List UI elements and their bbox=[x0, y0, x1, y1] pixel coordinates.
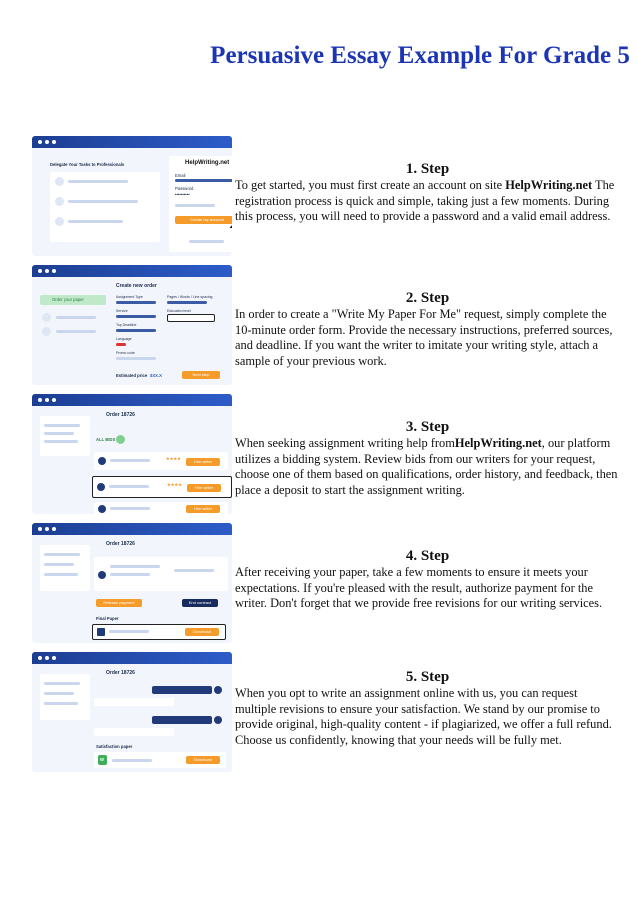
step-text: After receiving your paper, take a few moments to ensure it meets your expectations. If you're pleased with the result, authorize payment for the writer. Don't forget that we provide free revisions for our writing services. bbox=[235, 565, 603, 611]
shot-heading: Order 18726 bbox=[106, 670, 135, 676]
password-mask: •••••••••• bbox=[175, 192, 190, 197]
order-form-screenshot: Order your paper Create new order Assignment Type Pages / Words / Line spacing Service Education level Top Deadline Language Promo code Estimated price $XX.X Next step bbox=[32, 265, 232, 385]
create-account-button: Create my account bbox=[175, 216, 232, 224]
download-button: Download bbox=[185, 628, 219, 636]
price-label: Estimated price bbox=[116, 373, 148, 378]
window-bar bbox=[32, 652, 232, 664]
payment-screenshot bbox=[32, 523, 232, 643]
step-heading: 3. Step bbox=[405, 419, 450, 435]
signup-form bbox=[169, 156, 232, 252]
email-label: Email bbox=[175, 173, 186, 178]
brand-name: HelpWriting.net bbox=[505, 178, 593, 192]
step-heading: 5. Step bbox=[405, 669, 450, 685]
step-heading: 2. Step bbox=[405, 290, 450, 306]
shot-heading: Order 18726 bbox=[106, 412, 135, 418]
step-5 bbox=[235, 668, 620, 748]
page-title: Persuasive Essay Example For Grade 5 bbox=[210, 42, 630, 69]
cursor-icon bbox=[230, 223, 232, 230]
step-heading: 4. Step bbox=[405, 548, 450, 564]
step-1 bbox=[235, 160, 620, 225]
signup-screenshot bbox=[32, 136, 232, 256]
satisfaction-label: Satisfaction paper bbox=[96, 744, 133, 749]
step-4 bbox=[235, 547, 620, 612]
bids-screenshot: Order 18726 ALL BIDS ★★★★ Hire writer ★★★★ Hire writer Hire writer bbox=[32, 394, 232, 514]
download-button: Download bbox=[186, 756, 220, 764]
step-text: In order to create a "Write My Paper For Me" request, simply complete the 10-minute order form. Provide the necessary instructions, preferred sources, and deadline. If you want the writer to imitate your writing style, attach a sample of your previous work. bbox=[235, 307, 613, 368]
step-text: To get started, you must first create an account on site HelpWriting.net The registration process is quick and simple, taking just a few moments. During this process, you will need to provide a password and a valid email address. bbox=[235, 178, 615, 224]
password-label: Password bbox=[175, 186, 194, 191]
bids-tab: ALL BIDS bbox=[96, 437, 116, 442]
window-bar bbox=[32, 394, 232, 406]
step-text: When you opt to write an assignment online with us, you can request multiple revisions to ensure your satisfaction. We stand by our promise to provide original, high-quality content - if plagiarized, we offer a full refund. Choose us confidently, knowing that your needs will be fully met. bbox=[235, 686, 612, 747]
final-paper-label: Final Paper bbox=[96, 616, 119, 621]
step-text: When seeking assignment writing help fromHelpWriting.net, our platform utilizes a bidding system. Review bids from our writers for your request, choose one of them based on qualifications, order history, and feedback, then place a deposit to start the assignment writing. bbox=[235, 436, 618, 497]
step-2 bbox=[235, 289, 620, 369]
brand-name: HelpWriting.net bbox=[454, 436, 542, 450]
release-payment-button: Release payment bbox=[96, 599, 142, 607]
revision-screenshot: Order 18726 Satisfaction paper W Download bbox=[32, 652, 232, 772]
next-step-button: Next step bbox=[182, 371, 220, 379]
shot-card bbox=[50, 172, 160, 242]
window-bar bbox=[32, 136, 232, 148]
window-bar bbox=[32, 523, 232, 535]
shot-heading: Order 18726 bbox=[106, 541, 135, 547]
step-3 bbox=[235, 418, 620, 498]
side-active-label: Order your paper bbox=[52, 297, 84, 302]
step-heading: 1. Step bbox=[405, 161, 450, 177]
price-value: $XX.X bbox=[150, 373, 162, 378]
shot-brand: HelpWriting.net bbox=[185, 160, 230, 166]
window-bar bbox=[32, 265, 232, 277]
shot-heading: Delegate Your Tasks to Professionals bbox=[50, 162, 125, 167]
hire-writer-button: Hire writer bbox=[187, 484, 221, 492]
shot-heading: Create new order bbox=[116, 283, 157, 289]
end-contract-button: End contract bbox=[182, 599, 218, 607]
